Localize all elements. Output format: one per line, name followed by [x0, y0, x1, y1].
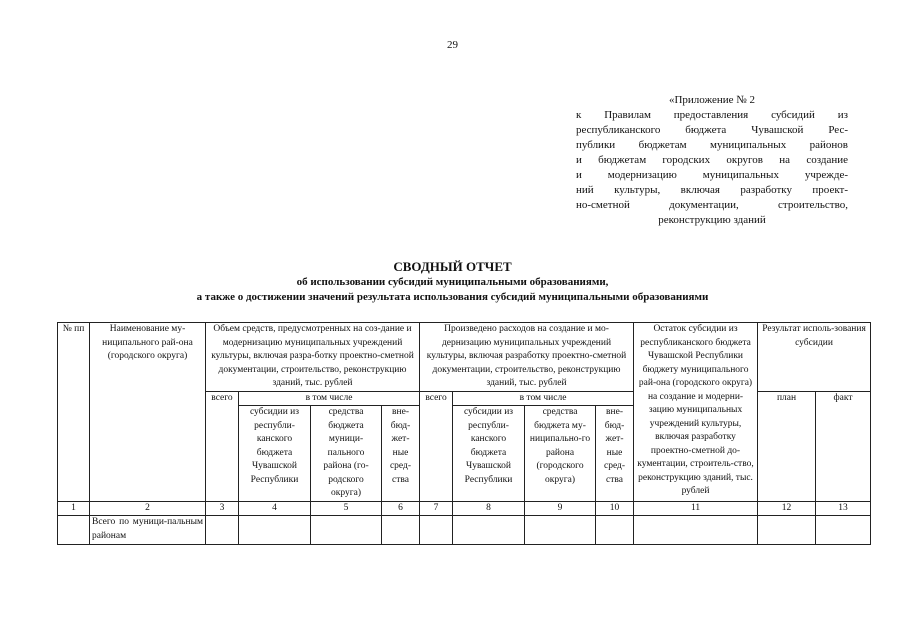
- column-number: 6: [382, 501, 420, 516]
- header-balance: Остаток субсидии из республиканского бюджета Чувашской Республики бюджету муниципального рай-она (городского округа) на создание и модерни-зацию муниципальных учреждений культуры, включая разработку проектно-сметной до-кументации, строитель-ство, реконструкцию зданий, тыс. рублей: [634, 323, 758, 502]
- report-table: [57, 322, 871, 545]
- header-result: Результат исполь-зования субсидии: [758, 323, 871, 392]
- report-title: СВОДНЫЙ ОТЧЕТ: [393, 259, 512, 274]
- header-offbudget: вне-бюд-жет-ные сред-ства: [596, 406, 634, 502]
- column-number: 9: [525, 501, 596, 516]
- header-offbudget: вне-бюд-жет-ные сред-ства: [382, 406, 420, 502]
- header-no: № пп: [58, 323, 90, 502]
- annex-line: к Правилам предоставления субсидий из: [576, 109, 848, 121]
- table-cell: [816, 516, 871, 545]
- table-cell: [420, 516, 453, 545]
- column-number-row: [58, 501, 871, 516]
- annex-line: но-сметной документации, строительство,: [576, 199, 848, 211]
- column-number: 5: [311, 501, 382, 516]
- annex-block: [576, 93, 848, 228]
- header-volume: Объем средств, предусмотренных на соз-дание и модернизацию муниципальных учреждений культуры, включая разра-ботку проектно-сметной документации, строительство, реконструкцию зданий, тыс. рублей: [206, 323, 420, 392]
- table-cell: [596, 516, 634, 545]
- table-cell: [311, 516, 382, 545]
- table-row: [58, 516, 871, 545]
- annex-line: и бюджетам городских округов на создание: [576, 154, 848, 166]
- table-cell: [634, 516, 758, 545]
- annex-line: республиканского бюджета Чувашской Рес-: [576, 124, 848, 136]
- table-cell: [382, 516, 420, 545]
- header-name: Наименование му-ниципального рай-она (городского округа): [90, 323, 206, 502]
- column-number: 3: [206, 501, 239, 516]
- column-number: 4: [239, 501, 311, 516]
- table-cell: [239, 516, 311, 545]
- report-subtitle: а также о достижении значений результата использования субсидий муниципальными образованиями: [196, 291, 709, 303]
- header-municipal: средства бюджета му-ниципально-го района (городского округа): [525, 406, 596, 502]
- header-subsidy: субсидии из республи-канского бюджета Чувашской Республики: [239, 406, 311, 502]
- column-number: 10: [596, 501, 634, 516]
- annex-line: публики бюджетам муниципальных районов: [576, 139, 848, 151]
- annex-title: «Приложение № 2: [668, 94, 756, 106]
- header-including: в том числе: [239, 391, 420, 406]
- annex-line: ний культуры, включая разработку проект-: [576, 184, 848, 196]
- header-fact: факт: [816, 391, 871, 501]
- header-plan: план: [758, 391, 816, 501]
- table-cell: [453, 516, 525, 545]
- header-total: всего: [206, 391, 239, 501]
- annex-line: и модернизацию муниципальных учрежде-: [576, 169, 848, 181]
- header-subsidy: субсидии из республи-канского бюджета Чувашской Республики: [453, 406, 525, 502]
- table-cell: [58, 516, 90, 545]
- column-number: 12: [758, 501, 816, 516]
- report-heading: [0, 259, 905, 305]
- report-subtitle: об использовании субсидий муниципальными образованиями,: [296, 276, 609, 288]
- column-number: 11: [634, 501, 758, 516]
- table-cell: [525, 516, 596, 545]
- column-number: 2: [90, 501, 206, 516]
- table-cell: [758, 516, 816, 545]
- page-number: 29: [447, 39, 458, 51]
- total-row-label: Всего по муници-пальным районам: [90, 516, 206, 545]
- column-number: 1: [58, 501, 90, 516]
- header-total: всего: [420, 391, 453, 501]
- column-number: 7: [420, 501, 453, 516]
- table-header-row: [58, 323, 871, 392]
- column-number: 13: [816, 501, 871, 516]
- column-number: 8: [453, 501, 525, 516]
- table-cell: [206, 516, 239, 545]
- header-including: в том числе: [453, 391, 634, 406]
- header-spent: Произведено расходов на создание и мо-дернизацию муниципальных учреждений культуры, включая разработку проектно-сметной документации, строительство, реконструкцию зданий, тыс. рублей: [420, 323, 634, 392]
- header-municipal: средства бюджета муници-пального района (го-родского округа): [311, 406, 382, 502]
- annex-last-line: реконструкцию зданий: [658, 214, 766, 226]
